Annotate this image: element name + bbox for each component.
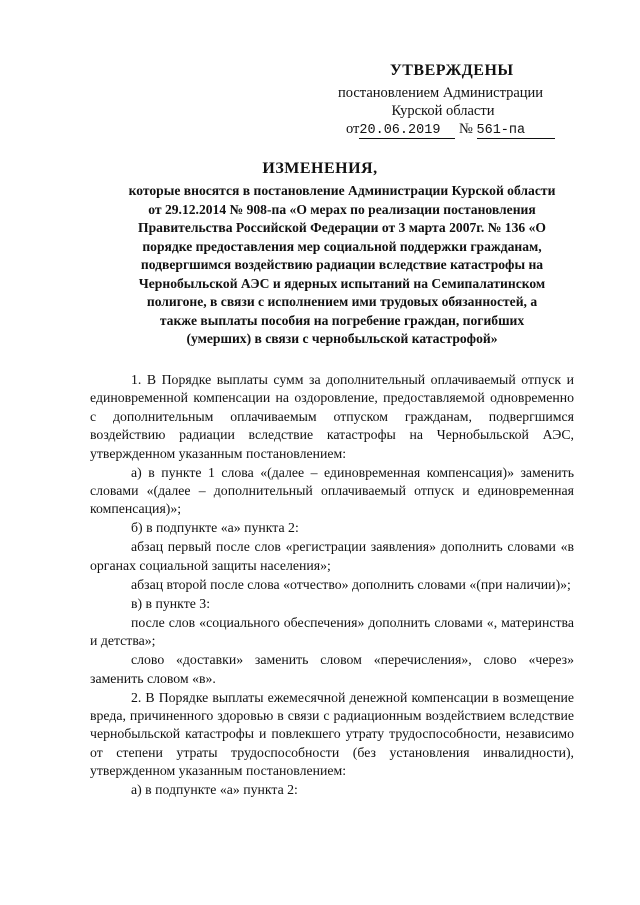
approval-number: 561-па <box>477 123 555 139</box>
body-paragraph-1: 1. В Порядке выплаты сумм за дополнительный оплачиваемый отпуск и единовременной компенсации на оздоровление, предоставляемой одновременно с дополнительным оплачиваемым отпуском гражданам, подвергшимся воздействию радиации вследствие катастрофы на Чернобыльской АЭС, утвержденном указанным постановлением: <box>90 372 574 461</box>
approval-date: 20.06.2019 <box>359 123 455 139</box>
body-paragraph-2: а) в пункте 1 слова «(далее – единовременная компенсация)» заменить словами «(далее – дополнительный оплачиваемый отпуск и единовременная компенсация)»; <box>90 464 574 517</box>
body-paragraph-7: после слов «социального обеспечения» дополнить словами «, материнства и детства»; <box>90 614 574 649</box>
body-paragraph-5: абзац второй после слова «отчество» дополнить словами «(при наличии)»; <box>131 576 571 592</box>
body-paragraph-6: в) в пункте 3: <box>131 595 211 611</box>
body-paragraph-8: слово «доставки» заменить словом «перечисления», слово «через» заменить словом «в». <box>90 652 574 686</box>
approval-date-prefix: от <box>346 121 360 137</box>
document-body <box>90 371 574 800</box>
body-paragraph-3: б) в подпункте «а» пункта 2: <box>131 520 299 536</box>
approval-line-2: Курской области <box>391 103 495 119</box>
document-title: ИЗМЕНЕНИЯ, <box>262 160 378 177</box>
body-paragraph-4: абзац первый после слов «регистрации заявления» дополнить словами «в органах социальной защиты населения»; <box>90 539 574 573</box>
approval-stamp <box>338 62 568 139</box>
approval-date-line <box>338 120 568 139</box>
approval-heading: УТВЕРЖДЕНЫ <box>390 62 514 79</box>
document-subtitle: которые вносятся в постановление Администрации Курской области от 29.12.2014 № 908-па «О мерах по реализации постановления Правительства Российской Федерации от 3 марта 2007г. № 136 «О порядке предоставления мер социальной поддержки гражданам, подвергшимся воздействию радиации вследствие катастрофы на Чернобыльской АЭС и ядерных испытаний на Семипалатинском полигоне, в связи с исполнением ими трудовых обязанностей, а также выплаты пособия на погребение граждан, погибших (умерших) в связи с чернобыльской катастрофой» <box>128 183 556 346</box>
body-paragraph-10: а) в подпункте «а» пункта 2: <box>131 782 298 798</box>
approval-number-sign: № <box>459 121 473 137</box>
approval-line-1: постановлением Администрации <box>338 85 544 101</box>
body-paragraph-9: 2. В Порядке выплаты ежемесячной денежной компенсации в возмещение вреда, причиненного здоровью в связи с радиационным воздействием вследствие чернобыльской катастрофы и повлекшего утрату трудоспособности, независимо от степени утраты трудоспособности (без установления инвалидности), утвержденном указанным постановлением: <box>90 689 574 779</box>
